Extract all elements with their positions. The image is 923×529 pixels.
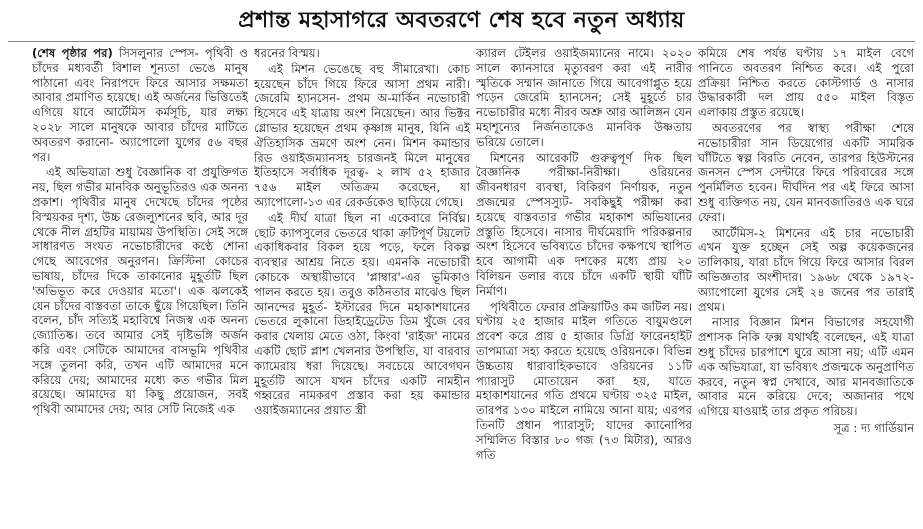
paragraph: এই দীর্ঘ যাত্রা ছিল না একেবারে নির্বিঘ্ন। ছোট ক্যাপসুলের ভেতরে থাকা ক্রটিপূর্ণ টয়লেট একাধিকবার বিকল হয়ে পড়ে, ফলে বিকল্প ব্যবস্থার আশ্রয় নিতে হয়। এমনকি নভোচারী কোচকে অস্থায়ীভাবে 'প্লাম্বার'-এর ভূমিকাও পালন করতে হয়। তবুও কঠিনতার মাঝেও ছিল আনন্দের মুহূর্ত- ইস্টারের দিনে মহাকাশযানের ভেতরে লুকানো ডিহাইড্রেটেড ডিম খুঁজে বের করার খেলায় মেতে ওঠা, কিংবা 'রাইজ' নামের একটি ছোট প্লাশ খেলনার উপস্থিতি, যা বারবার ক্যামেরায় ধরা দিয়েছে। সবচেয়ে আবেগঘন মুহূর্তটি আসে যখন চাঁদের একটি নামহীন গহ্বরের নামকরণ প্রস্তাব করা হয় কমান্ডার ওয়াইজম্যানের প্রয়াত স্ত্রী bbox=[254, 210, 470, 418]
column-1 bbox=[32, 46, 248, 526]
headline: প্রশান্ত মহাসাগরে অবতরণে শেষ হবে নতুন অধ্যায় bbox=[238, 7, 685, 33]
paragraph: নাসার বিজ্ঞান মিশন বিভাগের সহযোগী প্রশাসক নিকি ফক্স যথার্থই বলেছেন, এই যাত্রা শুধু চাঁদের চারপাশে ঘুরে আসা নয়; এটি এমন এক অভিযাত্রা, যা ভবিষ্যৎ প্রজন্মকে অনুপ্রাণিত করবে, নতুন স্বপ্ন দেখাবে, আর মানবজাতিকে আবার মনে করিয়ে দেবে; অজানার পথে এগিয়ে যাওয়াই তার প্রকৃত পরিচয়। bbox=[698, 315, 914, 419]
paragraph: ধরনের বিস্ময়। bbox=[254, 46, 320, 60]
paragraph: মিশনের আরেকটি গুরুত্বপূর্ণ দিক ছিল বৈজ্ঞানিক পরীক্ষা-নিরীক্ষা। ওরিয়নের জীবনধারণ ব্যবস্থা, বিকিরণ নির্ণায়ক, নতুন প্রজন্মের স্পেসস্যুট- সবকিছুই পরীক্ষা করা হয়েছে বাস্তবতার গভীর মহাকাশ অভিযানের প্রস্তুতি হিসেবে। নাসার দীর্ঘমেয়াদি পরিকল্পনার অংশ হিসেবে ভবিষ্যতে চাঁদের কক্ষপথে স্থাপিত হবে আগামী এক দশকের মধ্যে প্রায় ২০ বিলিয়ন ডলার ব্যয়ে চাঁদে একটি স্থায়ী ঘাঁটি নির্মাণ। bbox=[476, 150, 692, 298]
paragraph: এই মিশন ভেঙেছে বহু সীমারেখা। কোচ হয়েছেন চাঁদে গিয়ে ফিরে আসা প্রথম নারী। জেরেমি হ্যানসেন- প্রথম অ-মার্কিন নভোচারী হিসেবে এই যাত্রায় অংশ নিয়েছেন। আর ভিক্টর গ্লোভার হয়েছেন প্রথম কৃষ্ণাঙ্গ মানুষ, যিনি এই ঐতিহাসিক ভ্রমণে অংশ নেন। মিশন কমান্ডার রিড ওয়াইজম্যানসহ চারজনই মিলে মানুষের ইতিহাসে সর্বাধিক দূরত্ব- ২ লাখ ৫২ হাজার ৭৫৬ মাইল অতিক্রম করেছেন, যা অ্যাপোলো-১৩ এর রেকর্ডকেও ছাড়িয়ে গেছে। bbox=[254, 61, 470, 209]
paragraph-text: সিসলুনার স্পেস- পৃথিবী ও চাঁদের মধ্যবর্তী বিশাল শূন্যতা ভেঙে মানুষ পাঠানো এবং নিরাপদে ফিরে আসার সক্ষমতা আবার প্রমাণিত হয়েছে। এই অর্জনের ভিত্তিতেই এগিয়ে যাবে আর্টেমিস কর্মসূচি, যার লক্ষ্য ২০২৮ সালে মানুষকে আবার চাঁদের মাটিতে অবতরণ করানো- অ্যাপোলো যুগের ৫৬ বছর পর। bbox=[32, 46, 248, 164]
kicker: (শেষ পৃষ্ঠার পর) bbox=[32, 46, 113, 60]
headline-rule bbox=[8, 41, 915, 42]
paragraph bbox=[32, 46, 248, 164]
paragraph: পৃথিবীতে ফেরার প্রক্রিয়াটিও কম জটিল নয়। ঘণ্টায় ২৫ হাজার মাইল গতিতে বায়ুমণ্ডলে প্রবেশ করে প্রায় ৫ হাজার ডিগ্রি ফারেনহাইট তাপমাত্রা সহ্য করতে হয়েছে ওরিয়নকে। বিভিন্ন উচ্চতায় ধারাবাহিকভাবে ওরিয়নের ১১টি প্যারাসুট মোতায়েন করা হয়, যাতে মহাকাশযানের গতি প্রথমে ঘণ্টায় ৩২৫ মাইল, তারপর ১৩০ মাইলে নামিয়ে আনা যায়; এরপর তিনটি প্রধান প্যারাসুট; যাদের ক্যানোপির সম্মিলিত বিস্তার ৮০ গজ (৭৩ মিটার), আরও গতি bbox=[476, 299, 692, 462]
paragraph: কমিয়ে শেষ পর্যন্ত ঘণ্টায় ১৭ মাইল বেগে পানিতে অবতরণ নিশ্চিত করে। এই পুরো প্রক্রিয়া নিশ্চিত করতে কোস্টগার্ড ও নাসার উদ্ধারকারী দল প্রায় ৫৫০ মাইল বিস্তৃত এলাকায় প্রস্তুত রয়েছে। bbox=[698, 46, 914, 120]
paragraph: ক্যারল টেইলর ওয়াইজম্যানের নামে। ২০২০ সালে ক্যানসারে মৃত্যুবরণ করা এই নারীর স্মৃতিকে সম্মান জানাতে গিয়ে আবেগাপ্লুত হয়ে পড়েন জেরেমি হ্যানসেন; সেই মুহূর্তে চার নভোচারীর মধ্যে নীরব অশ্রু আর আলিঙ্গন যেন মহাশূন্যের নির্জনতাকেও মানবিক উষ্ণতায় ভরিয়ে তোলে। bbox=[476, 46, 692, 149]
paragraph: আর্টেমিস-২ মিশনের এই চার নভোচারী এখন যুক্ত হচ্ছেন সেই অল্প কয়েকজনের তালিকায়, যারা চাঁদে গিয়ে ফিরে আসার বিরল অভিজ্ঞতার অংশীদার। ১৯৬৮ থেকে ১৯৭২- অ্যাপোলো যুগের সেই ২৪ জনের পর তারাই প্রথম। bbox=[698, 225, 914, 314]
column-4 bbox=[698, 46, 914, 526]
source-credit: সূত্র : দ্য গার্ডিয়ান bbox=[833, 420, 914, 435]
paragraph: এই অভিযাত্রা শুধু বৈজ্ঞানিক বা প্রযুক্তিগত নয়, ছিল গভীর মানবিক অনুভূতিরও এক অনন্য প্রকাশ। পৃথিবীর মানুষ দেখেছে চাঁদের পৃষ্ঠের বিস্ময়কর দৃশ্য, উচ্চ রেজল্যুশনের ছবি, আর দূর থেকে নীল গ্রহটির মায়াময় উপস্থিতি। সেই সঙ্গে সাধারণত সংযত নভোচারীদের কণ্ঠে শোনা গেছে আবেগের অনুরণন। ক্রিস্টিনা কোচের ভাষায়, চাঁদের দিকে তাকানোর মুহূর্তটি ছিল 'অভিভূত করে দেওয়ার মতো'। এক ঝলকেই যেন চাঁদের বাস্তবতা তাকে ছুঁয়ে গিয়েছিল। তিনি বলেন, চাঁদ সত্যিই মহাবিশ্বে নিজস্ব এক অনন্য জ্যোতিষ্ক। তবে আমার সেই দৃষ্টিভঙ্গি অর্জন করি এবং সেটিকে আমাদের বাসভূমি পৃথিবীর সঙ্গে তুলনা করি, তখন এটি আমাদের মনে করিয়ে দেয়; আমাদের মধ্যে কত গভীর মিল রয়েছে। আমাদের যা কিছু প্রয়োজন, সবই পৃথিবী আমাদের দেয়; আর সেটি নিজেই এক bbox=[32, 165, 248, 417]
paragraph: অবতরণের পর স্বাস্থ্য পরীক্ষা শেষে নভোচারীরা সান ডিয়েগোর একটি সামরিক ঘাঁটিতে স্বল্প বিরতি নেবেন, তারপর হিউস্টনের জনসন স্পেস সেন্টারে ফিরে পরিবারের সঙ্গে পুনর্মিলিত হবেন। দীর্ঘদিন পর এই ফিরে আসা শুধু ব্যক্তিগত নয়, যেন মানবজাতিরও এক ঘরে ফেরা। bbox=[698, 120, 914, 224]
column-3 bbox=[476, 46, 692, 526]
column-2 bbox=[254, 46, 470, 526]
article-body bbox=[32, 46, 914, 526]
headline-area bbox=[0, 0, 923, 42]
